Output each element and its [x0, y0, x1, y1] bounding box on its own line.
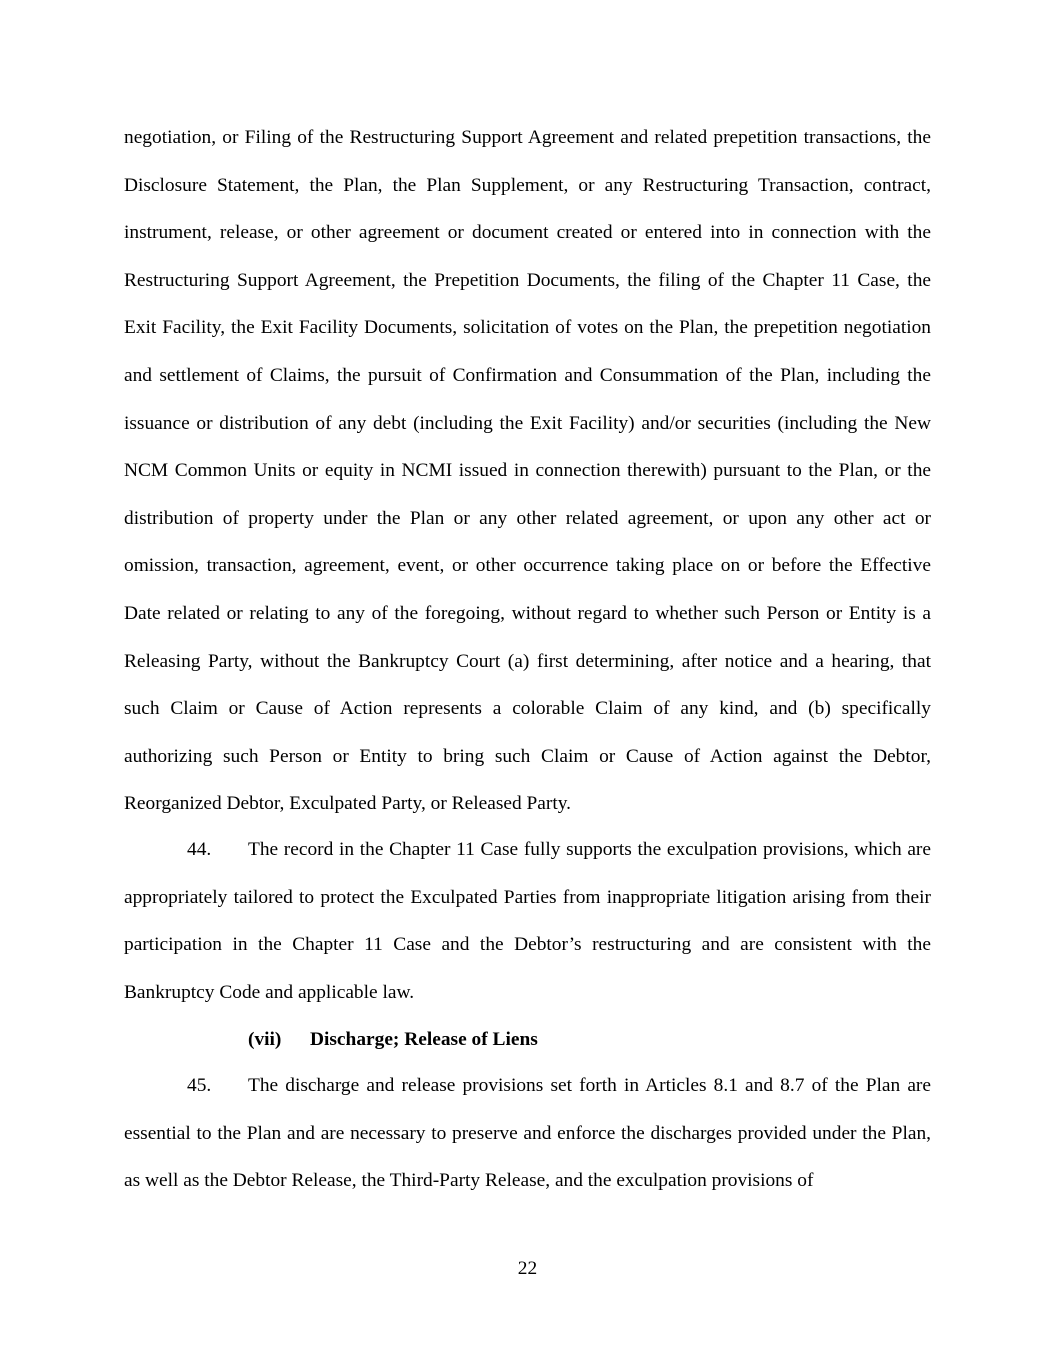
paragraph-44 [124, 826, 931, 1016]
section-heading-number: (vii) [248, 1029, 282, 1050]
paragraph-number: 44. [187, 839, 212, 860]
continuation-paragraph: negotiation, or Filing of the Restructuring Support Agreement and related prepetition transactions, the Disclosure Statement, the Plan, the Plan Supplement, or any Restructuring Transaction, contract, instrument, release, or other agreement or document created or entered into in connection with the Restructuring Support Agreement, the Prepetition Documents, the filing of the Chapter 11 Case, the Exit Facility, the Exit Facility Documents, solicitation of votes on the Plan, the prepetition negotiation and settlement of Claims, the pursuit of Confirmation and Consummation of the Plan, including the issuance or distribution of any debt (including the Exit Facility) and/or securities (including the New NCM Common Units or equity in NCMI issued in connection therewith) pursuant to the Plan, or the distribution of property under the Plan or any other related agreement, or upon any other act or omission, transaction, agreement, event, or other occurrence taking place on or before the Effective Date related or relating to any of the foregoing, without regard to whether such Person or Entity is a Releasing Party, without the Bankruptcy Court (a) first determining, after notice and a hearing, that such Claim or Cause of Action represents a colorable Claim of any kind, and (b) specifically authorizing such Person or Entity to bring such Claim or Cause of Action against the Debtor, Reorganized Debtor, Exculpated Party, or Released Party. [124, 127, 931, 815]
paragraph-text: The record in the Chapter 11 Case fully supports the exculpation provisions, which are appropriately tailored to protect the Exculpated Parties from inappropriate litigation arising from their participation in the Chapter 11 Case and the Debtor’s restructuring and are consistent with the Bankruptcy Code and applicable law. [124, 839, 931, 1003]
section-heading-title: Discharge; Release of Liens [310, 1029, 538, 1050]
paragraph-text: The discharge and release provisions set forth in Articles 8.1 and 8.7 of the Plan are essential to the Plan and are necessary to preserve and enforce the discharges provided under the Plan, as well as the Debtor Release, the Third-Party Release, and the exculpation provisions of [124, 1075, 931, 1192]
page-number: 22 [517, 1258, 538, 1279]
section-heading [248, 1025, 538, 1055]
paragraph-number: 45. [187, 1075, 212, 1096]
paragraph-45 [124, 1062, 931, 1205]
